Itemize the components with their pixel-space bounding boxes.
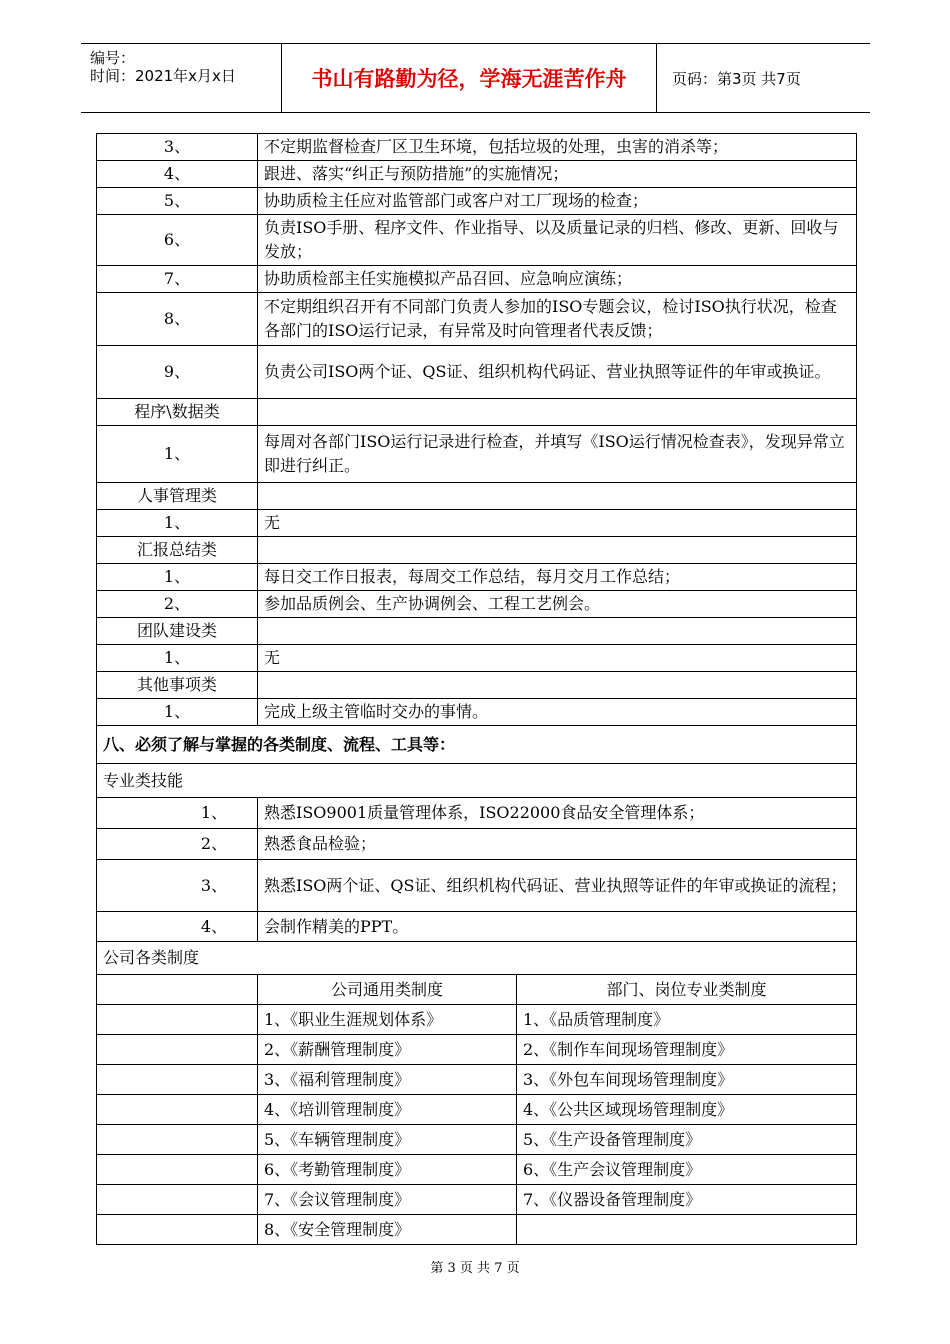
table-row (97, 1035, 857, 1065)
item-number: 1、 (97, 510, 258, 537)
general-system: 6、《考勤管理制度》 (258, 1155, 517, 1185)
table-row (97, 1155, 857, 1185)
item-number: 6、 (97, 215, 258, 266)
item-number: 8、 (97, 293, 258, 346)
table-row (97, 1125, 857, 1155)
general-systems-header: 公司通用类制度 (258, 975, 517, 1005)
time-label: 时间：2021年x月x日 (90, 67, 236, 85)
table-row (97, 510, 857, 537)
category-row (97, 483, 857, 510)
item-number: 9、 (97, 346, 258, 399)
section-title: 八、必须了解与掌握的各类制度、流程、工具等： (97, 726, 857, 764)
header-page-label (664, 44, 870, 112)
skills-title: 专业类技能 (97, 764, 857, 798)
general-system: 4、《培训管理制度》 (258, 1095, 517, 1125)
item-text: 跟进、落实“纠正与预防措施”的实施情况； (258, 161, 857, 188)
page-header (81, 43, 870, 113)
item-text: 无 (258, 645, 857, 672)
item-number: 1、 (97, 798, 258, 829)
table-row (97, 564, 857, 591)
general-system: 7、《会议管理制度》 (258, 1185, 517, 1215)
category-title: 团队建设类 (97, 618, 258, 645)
systems-header-row (97, 975, 857, 1005)
dept-system: 2、《制作车间现场管理制度》 (517, 1035, 857, 1065)
category-title: 汇报总结类 (97, 537, 258, 564)
item-number: 1、 (97, 699, 258, 726)
item-text: 熟悉ISO9001质量管理体系，ISO22000食品安全管理体系； (258, 798, 857, 829)
item-number: 1、 (97, 564, 258, 591)
dept-system (517, 1215, 857, 1245)
category-row (97, 618, 857, 645)
table-row (97, 134, 857, 161)
job-description-table (96, 133, 857, 1245)
table-row (97, 1005, 857, 1035)
category-title: 其他事项类 (97, 672, 258, 699)
section-row (97, 726, 857, 764)
dept-system: 5、《生产设备管理制度》 (517, 1125, 857, 1155)
item-number: 5、 (97, 188, 258, 215)
item-number: 1、 (97, 426, 258, 483)
dept-system: 1、《品质管理制度》 (517, 1005, 857, 1035)
dept-system: 6、《生产会议管理制度》 (517, 1155, 857, 1185)
table-row (97, 426, 857, 483)
general-system: 3、《福利管理制度》 (258, 1065, 517, 1095)
category-title: 程序\数据类 (97, 399, 258, 426)
table-row (97, 266, 857, 293)
general-system: 1、《职业生涯规划体系》 (258, 1005, 517, 1035)
category-row (97, 672, 857, 699)
item-text: 不定期监督检查厂区卫生环境，包括垃圾的处理，虫害的消杀等； (258, 134, 857, 161)
item-number: 4、 (97, 912, 258, 942)
systems-title: 公司各类制度 (97, 942, 857, 975)
table-row (97, 591, 857, 618)
table-row (97, 1065, 857, 1095)
item-text: 负责公司ISO两个证、QS证、组织机构代码证、营业执照等证件的年审或换证。 (258, 346, 857, 399)
item-text: 无 (258, 510, 857, 537)
general-system: 8、《安全管理制度》 (258, 1215, 517, 1245)
table-row (97, 161, 857, 188)
item-text: 熟悉ISO两个证、QS证、组织机构代码证、营业执照等证件的年审或换证的流程； (258, 860, 857, 912)
page-label-text: 页码：第3页 共7页 (672, 69, 801, 88)
category-row (97, 537, 857, 564)
header-meta (81, 44, 281, 112)
dept-system: 7、《仪器设备管理制度》 (517, 1185, 857, 1215)
table-row (97, 1215, 857, 1245)
table-row (97, 798, 857, 829)
item-number: 3、 (97, 134, 258, 161)
table-row (97, 346, 857, 399)
item-text: 负责ISO手册、程序文件、作业指导、以及质量记录的归档、修改、更新、回收与发放； (258, 215, 857, 266)
item-text: 每周对各部门ISO运行记录进行检查，并填写《ISO运行情况检查表》，发现异常立即进行纠正。 (258, 426, 857, 483)
item-number: 2、 (97, 591, 258, 618)
item-text: 协助质检部主任实施模拟产品召回、应急响应演练； (258, 266, 857, 293)
item-number: 1、 (97, 645, 258, 672)
item-text: 协助质检主任应对监管部门或客户对工厂现场的检查； (258, 188, 857, 215)
header-motto: 书山有路勤为径，学海无涯苦作舟 (281, 44, 657, 112)
item-text: 参加品质例会、生产协调例会、工程工艺例会。 (258, 591, 857, 618)
table-row (97, 1185, 857, 1215)
table-row (97, 293, 857, 346)
general-system: 5、《车辆管理制度》 (258, 1125, 517, 1155)
item-number: 7、 (97, 266, 258, 293)
category-row (97, 399, 857, 426)
dept-system: 3、《外包车间现场管理制度》 (517, 1065, 857, 1095)
category-row (97, 942, 857, 975)
table-row (97, 699, 857, 726)
table-row (97, 645, 857, 672)
item-text: 完成上级主管临时交办的事情。 (258, 699, 857, 726)
table-row (97, 188, 857, 215)
table-row (97, 829, 857, 860)
general-system: 2、《薪酬管理制度》 (258, 1035, 517, 1065)
table-row (97, 912, 857, 942)
item-text: 会制作精美的PPT。 (258, 912, 857, 942)
item-text: 不定期组织召开有不同部门负责人参加的ISO专题会议，检讨ISO执行状况，检查各部门的ISO运行记录，有异常及时向管理者代表反馈； (258, 293, 857, 346)
item-text: 熟悉食品检验； (258, 829, 857, 860)
page-footer: 第 3 页 共 7 页 (430, 1261, 520, 1276)
category-row (97, 764, 857, 798)
category-title: 人事管理类 (97, 483, 258, 510)
table-row (97, 215, 857, 266)
dept-systems-header: 部门、岗位专业类制度 (517, 975, 857, 1005)
table-row (97, 860, 857, 912)
dept-system: 4、《公共区域现场管理制度》 (517, 1095, 857, 1125)
number-label: 编号： (90, 49, 136, 67)
item-number: 4、 (97, 161, 258, 188)
table-row (97, 1095, 857, 1125)
item-number: 2、 (97, 829, 258, 860)
item-text: 每日交工作日报表，每周交工作总结，每月交月工作总结； (258, 564, 857, 591)
item-number: 3、 (97, 860, 258, 912)
